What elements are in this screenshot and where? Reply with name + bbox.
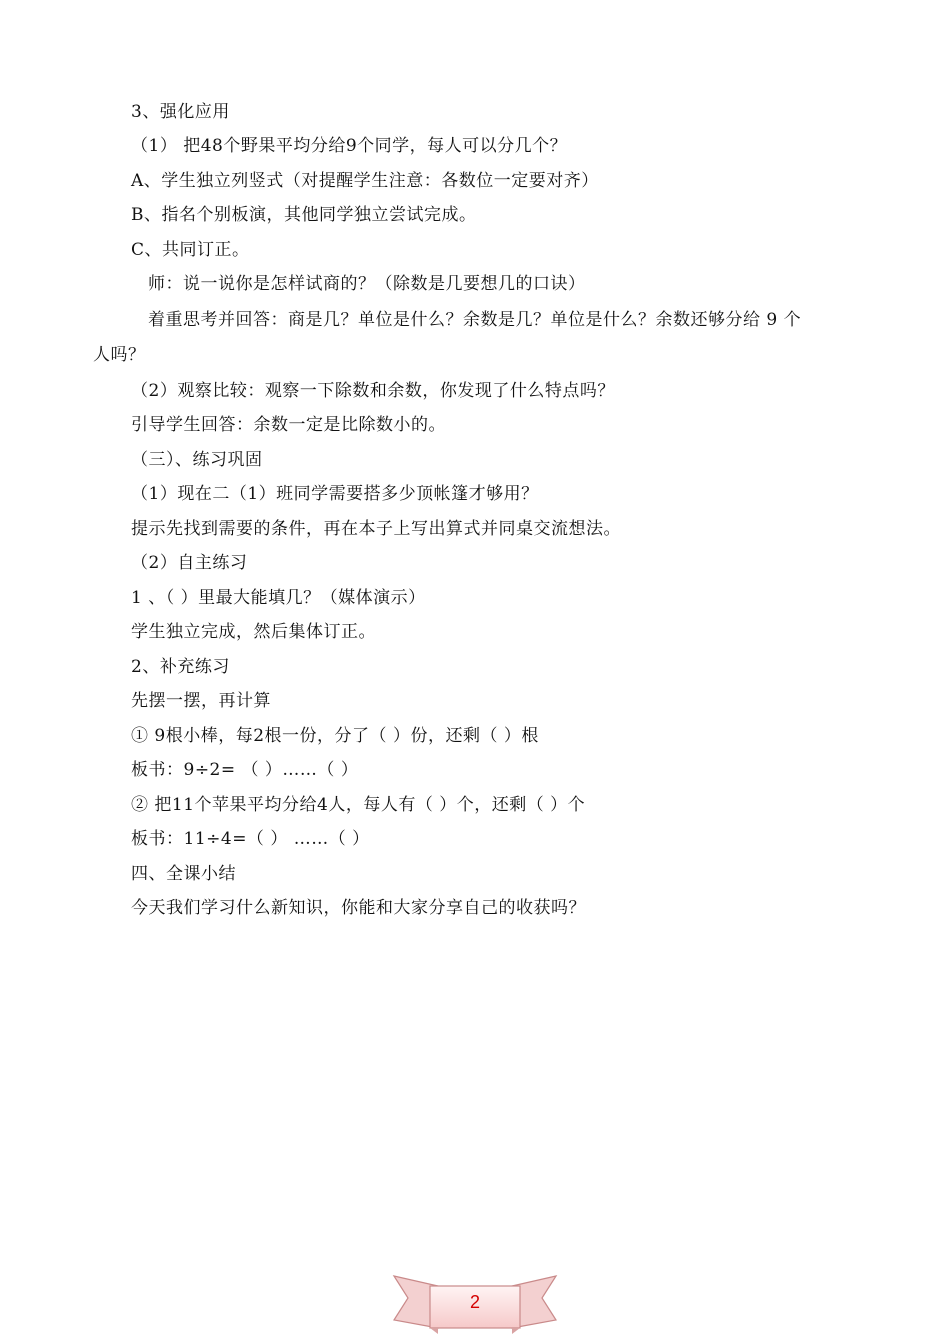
step-b: B、指名个别板演，其他同学独立尝试完成。 bbox=[131, 205, 477, 225]
board-writing-1: 板书：9÷2= （ ）……（ ） bbox=[131, 760, 359, 780]
section-heading-apply: 3、强化应用 bbox=[131, 102, 230, 122]
board-writing-2: 板书：11÷4=（ ） ……（ ） bbox=[131, 829, 370, 849]
exercise-1-note: 学生独立完成，然后集体订正。 bbox=[131, 622, 376, 642]
practice-1: （1）现在二（1）班同学需要搭多少顶帐篷才够用？ bbox=[131, 484, 539, 504]
focus-question-continued: 人吗？ bbox=[93, 345, 146, 365]
observe-compare: （2）观察比较：观察一下除数和余数，你发现了什么特点吗？ bbox=[131, 381, 615, 401]
exercise-2-item-1: ① 9根小棒，每2根一份，分了（ ）份，还剩（ ）根 bbox=[131, 726, 539, 746]
section-heading-summary: 四、全课小结 bbox=[131, 864, 236, 884]
exercise-2: 2、补充练习 bbox=[131, 657, 230, 677]
section-heading-practice: （三）、练习巩固 bbox=[131, 450, 263, 470]
exercise-2-item-2: ② 把11个苹果平均分给4人，每人有（ ）个，还剩（ ）个 bbox=[131, 795, 586, 815]
summary-question: 今天我们学习什么新知识，你能和大家分享自己的收获吗？ bbox=[131, 898, 586, 918]
practice-2: （2）自主练习 bbox=[131, 553, 248, 573]
page-number: 2 bbox=[469, 1292, 480, 1312]
exercise-1: 1 、（ ）里最大能填几？（媒体演示） bbox=[131, 588, 426, 608]
step-c: C、共同订正。 bbox=[131, 240, 250, 260]
page-number-badge bbox=[392, 1272, 558, 1336]
focus-question: 着重思考并回答：商是几？单位是什么？余数是几？单位是什么？余数还够分给 9 个 bbox=[148, 310, 802, 330]
problem-1: （1） 把48个野果平均分给9个同学，每人可以分几个？ bbox=[131, 136, 568, 156]
practice-hint: 提示先找到需要的条件，再在本子上写出算式并同桌交流想法。 bbox=[131, 519, 621, 539]
guide-answer: 引导学生回答：余数一定是比除数小的。 bbox=[131, 415, 446, 435]
step-a: A、学生独立列竖式（对提醒学生注意：各数位一定要对齐） bbox=[131, 171, 599, 191]
teacher-prompt: 师：说一说你是怎样试商的？（除数是几要想几的口诀） bbox=[148, 274, 586, 294]
exercise-2-instruction: 先摆一摆，再计算 bbox=[131, 691, 271, 711]
